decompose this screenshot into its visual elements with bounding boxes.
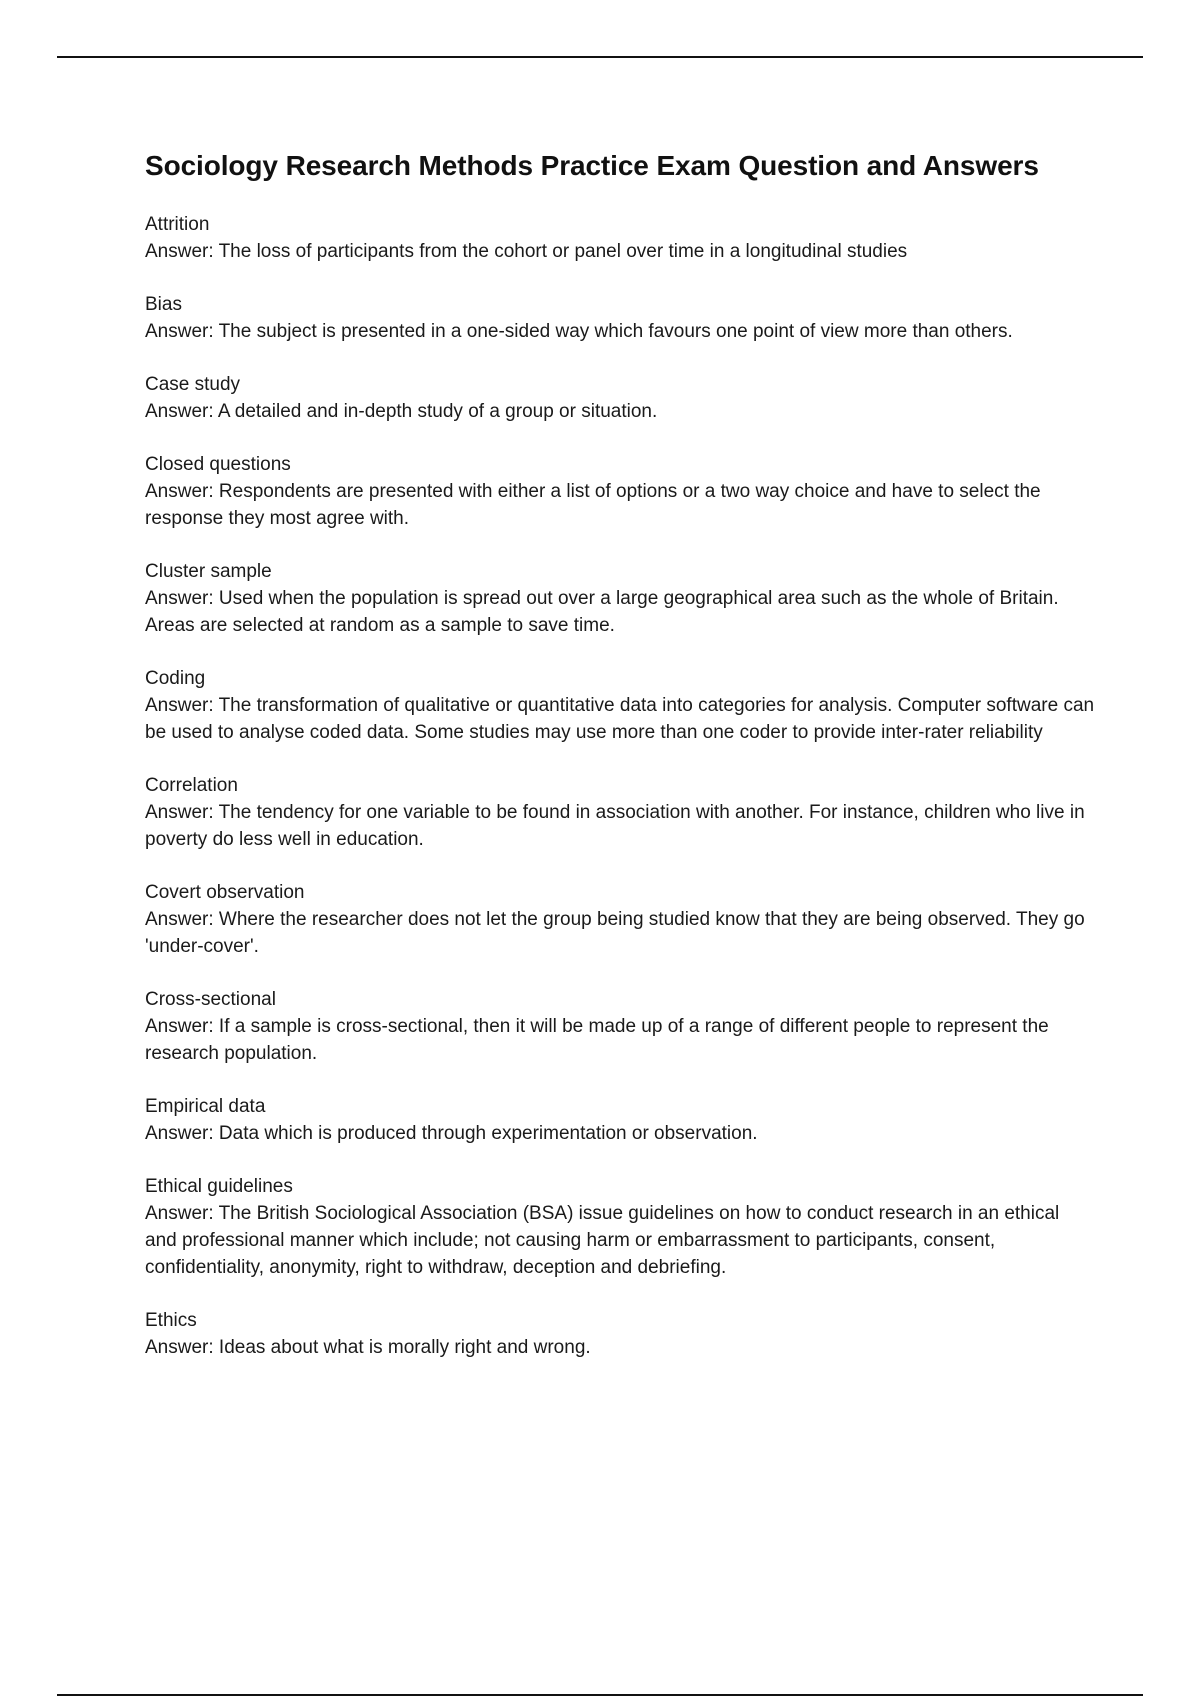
answer: Answer: The tendency for one variable to be found in association with another. For instance, children who live in poverty do less well in education.: [145, 802, 1085, 850]
answer: Answer: A detailed and in-depth study of a group or situation.: [145, 401, 658, 422]
answer: Answer: The subject is presented in a one-sided way which favours one point of view more than others.: [145, 321, 1013, 342]
qa-item-empirical-data: [145, 1093, 1095, 1147]
qa-item-cross-sectional: [145, 986, 1095, 1067]
answer: Answer: Respondents are presented with either a list of options or a two way choice and have to select the response they most agree with.: [145, 481, 1041, 529]
qa-list: [145, 211, 1095, 1361]
term: Attrition: [145, 214, 210, 235]
answer: Answer: The British Sociological Association (BSA) issue guidelines on how to conduct research in an ethical and professional manner which include; not causing harm or embarrassment to participants, consent, confidentiality, anonymity, right to withdraw, deception and debriefing.: [145, 1203, 1060, 1278]
qa-item-coding: [145, 665, 1095, 746]
answer: Answer: The transformation of qualitative or quantitative data into categories for analysis. Computer software can be used to analyse coded data. Some studies may use more than one coder to provide inter-rater reliability: [145, 695, 1095, 743]
qa-item-closed-questions: [145, 451, 1095, 532]
qa-item-covert-observation: [145, 879, 1095, 960]
term: Cluster sample: [145, 561, 272, 582]
term: Correlation: [145, 775, 238, 796]
term: Case study: [145, 374, 241, 395]
answer: Answer: If a sample is cross-sectional, then it will be made up of a range of different people to represent the research population.: [145, 1016, 1049, 1064]
bottom-rule: [57, 1694, 1143, 1696]
qa-item-attrition: [145, 211, 1095, 265]
page-title: Sociology Research Methods Practice Exam Question and Answers: [145, 150, 1039, 181]
term: Covert observation: [145, 882, 305, 903]
top-rule: [57, 56, 1143, 58]
answer: Answer: The loss of participants from the cohort or panel over time in a longitudinal studies: [145, 241, 908, 262]
term: Ethical guidelines: [145, 1176, 293, 1197]
qa-item-ethics: [145, 1307, 1095, 1361]
qa-item-case-study: [145, 371, 1095, 425]
term: Ethics: [145, 1310, 197, 1331]
term: Coding: [145, 668, 206, 689]
answer: Answer: Data which is produced through experimentation or observation.: [145, 1123, 758, 1144]
answer: Answer: Where the researcher does not let the group being studied know that they are being observed. They go 'under-cover'.: [145, 909, 1085, 957]
qa-item-bias: [145, 291, 1095, 345]
term: Empirical data: [145, 1096, 266, 1117]
qa-item-correlation: [145, 772, 1095, 853]
term: Closed questions: [145, 454, 291, 475]
term: Bias: [145, 294, 182, 315]
term: Cross-sectional: [145, 989, 276, 1010]
page-content: [145, 145, 1095, 1387]
qa-item-cluster-sample: [145, 558, 1095, 639]
answer: Answer: Used when the population is spread out over a large geographical area such as the whole of Britain. Areas are selected at random as a sample to save time.: [145, 588, 1059, 636]
answer: Answer: Ideas about what is morally right and wrong.: [145, 1337, 591, 1358]
qa-item-ethical-guidelines: [145, 1173, 1095, 1281]
